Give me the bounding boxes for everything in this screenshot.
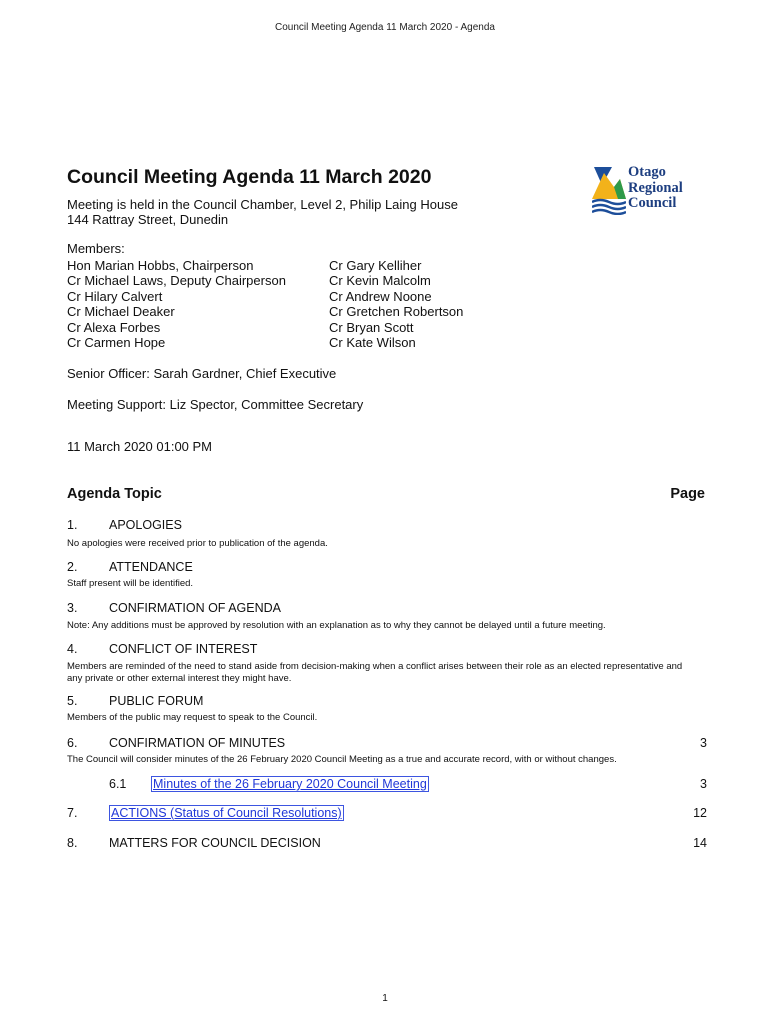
members-right-column [329,258,463,350]
logo-line-2: Regional [628,179,683,196]
item-description: No apologies were received prior to publication of the agenda. [67,538,328,549]
members-label: Members: [67,241,125,256]
location-line-1: Meeting is held in the Council Chamber, Level 2, Philip Laing House [67,197,458,212]
page-title: Council Meeting Agenda 11 March 2020 [67,166,432,188]
item-page: 14 [693,836,707,850]
item-description: Members are reminded of the need to stand aside from decision-making when a conflict arises between their role as an elected representative and any private or other external interest they might have. [67,661,683,684]
item-number: 8. [67,836,78,850]
item-description: Staff present will be identified. [67,578,194,589]
item-description: Members of the public may request to speak to the Council. [67,712,318,723]
agenda-item [67,518,707,552]
agenda-item [67,601,707,635]
item-title: ATTENDANCE [109,560,193,574]
member-name: Cr Bryan Scott [329,319,414,335]
running-header: Council Meeting Agenda 11 March 2020 - Agenda [275,22,495,33]
member-name: Cr Hilary Calvert [67,288,163,304]
location-line-2: 144 Rattray Street, Dunedin [67,212,229,227]
item-title: MATTERS FOR COUNCIL DECISION [109,836,321,850]
item-title: CONFIRMATION OF AGENDA [109,601,281,615]
member-name: Cr Michael Laws, Deputy Chairperson [67,273,286,289]
logo-line-1: Otago [628,164,666,180]
item-number: 7. [67,806,78,820]
item-title: APOLOGIES [109,518,182,532]
item-title: CONFIRMATION OF MINUTES [109,736,286,750]
member-name: Cr Gary Kelliher [329,258,422,273]
item-number: 6.1 [109,777,127,791]
member-name: Cr Alexa Forbes [67,319,161,335]
minutes-link[interactable]: Minutes of the 26 February 2020 Council Meeting [153,777,427,791]
meeting-support: Meeting Support: Liz Spector, Committee Secretary [67,397,364,412]
item-page: 12 [693,806,707,820]
item-number: 6. [67,736,78,750]
item-page: 3 [700,736,707,750]
item-number: 4. [67,642,78,656]
agenda-item [67,736,707,770]
member-name: Cr Andrew Noone [329,288,432,304]
item-number: 5. [67,694,78,708]
item-title: CONFLICT OF INTEREST [109,642,258,656]
members-left-column [67,258,286,350]
agenda-item [67,836,707,854]
item-number: 2. [67,560,78,574]
agenda-page-header: Page [670,486,705,502]
member-name: Cr Carmen Hope [67,335,166,351]
mountain-logo-icon [592,165,626,215]
senior-officer: Senior Officer: Sarah Gardner, Chief Executive [67,366,337,381]
agenda-item [67,642,707,688]
agenda-topic-header: Agenda Topic [67,486,162,502]
member-name: Cr Kevin Malcolm [329,273,431,289]
otago-regional-council-logo [592,165,712,217]
actions-link[interactable]: ACTIONS (Status of Council Resolutions) [111,806,342,820]
agenda-item [67,560,707,594]
item-page: 3 [700,777,707,791]
member-name: Cr Gretchen Robertson [329,304,464,320]
member-name: Cr Michael Deaker [67,304,175,320]
logo-text [628,165,683,212]
item-description: The Council will consider minutes of the 26 February 2020 Council Meeting as a true and accurate record, with or without changes. [67,754,617,765]
item-number: 1. [67,518,78,532]
agenda-item [67,694,707,728]
member-name: Cr Kate Wilson [329,335,416,351]
agenda-item [67,806,707,824]
meeting-datetime: 11 March 2020 01:00 PM [67,439,213,454]
logo-line-3: Council [628,195,677,211]
item-title: PUBLIC FORUM [109,694,204,708]
item-description: Note: Any additions must be approved by resolution with an explanation as to why they cannot be delayed until a future meeting. [67,620,606,631]
item-number: 3. [67,601,78,615]
members-section [67,241,125,256]
agenda-subitem [67,777,707,795]
page-number: 1 [382,993,388,1004]
member-name: Hon Marian Hobbs, Chairperson [67,258,254,273]
